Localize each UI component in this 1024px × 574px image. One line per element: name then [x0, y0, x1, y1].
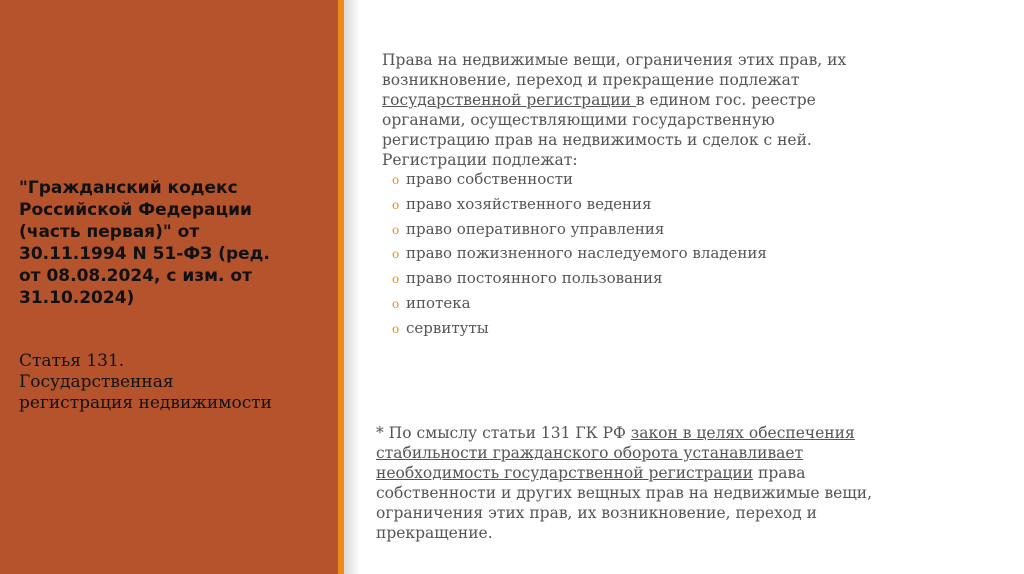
underlined-phrase: стабильности гражданского оборота устанавливает [376, 444, 804, 462]
list-item [392, 267, 952, 292]
law-title-line: "Гражданский кодекс [19, 178, 238, 198]
footnote-line: собственности и других вещных прав на недвижимые вещи, [376, 484, 873, 502]
law-title-line: Российской Федерации [19, 200, 252, 220]
paragraph-line: возникновение, переход и прекращение подлежат [382, 71, 800, 89]
footnote-text: * По смыслу статьи 131 ГК РФ [376, 424, 631, 442]
paragraph-line: Права на недвижимые вещи, ограничения этих прав, их [382, 51, 847, 69]
underlined-phrase: государственной регистрации [382, 91, 636, 109]
bullet-circle-icon: o [392, 222, 400, 237]
law-title-line: 30.11.1994 N 51-ФЗ (ред. [19, 244, 270, 264]
footnote-line: ограничения этих прав, их возникновение, переход и [376, 504, 817, 522]
divider-shadow [344, 0, 360, 574]
article-title [19, 351, 329, 414]
article-title-line: регистрация недвижимости [19, 393, 272, 413]
list-item-text: право постоянного пользования [406, 269, 663, 288]
list-item [392, 317, 952, 342]
list-item-text: право пожизненного наследуемого владения [406, 244, 767, 263]
bullet-circle-icon: o [392, 272, 400, 287]
article-title-line: Государственная [19, 372, 174, 392]
footnote-line: прекращение. [376, 524, 493, 542]
paragraph-text: в едином гос. реестре [635, 91, 816, 109]
law-title [19, 177, 324, 309]
list-item [392, 168, 952, 193]
list-item [392, 242, 952, 267]
footnote-text: права [753, 464, 806, 482]
list-item [392, 193, 952, 218]
bullet-circle-icon: o [392, 296, 400, 311]
law-title-line: от 08.08.2024, с изм. от [19, 266, 252, 286]
list-item-text: сервитуты [406, 318, 489, 337]
list-item-text: право хозяйственного ведения [406, 194, 652, 213]
law-title-line: 31.10.2024) [19, 288, 135, 308]
paragraph-line [382, 90, 982, 110]
underlined-phrase: необходимость государственной регистрации [376, 464, 754, 482]
footnote-paragraph [376, 423, 996, 543]
main-paragraph [382, 50, 982, 170]
footnote-line [376, 443, 996, 463]
paragraph-line: регистрацию прав на недвижимость и сделок с ней. [382, 131, 812, 149]
list-item [392, 292, 952, 317]
list-item-text: ипотека [406, 293, 471, 312]
bullet-circle-icon: o [392, 321, 400, 336]
bullet-circle-icon: o [392, 173, 400, 187]
article-title-line: Статья 131. [19, 351, 125, 371]
paragraph-line: органами, осуществляющими государственную [382, 111, 775, 129]
underlined-phrase: закон в целях обеспечения [630, 424, 855, 442]
law-title-line: (часть первая)" от [19, 222, 200, 242]
registration-list [392, 168, 952, 342]
list-item [392, 218, 952, 243]
footnote-line [376, 423, 996, 443]
bullet-circle-icon: o [392, 197, 400, 212]
paragraph-line: Регистрации подлежат: [382, 151, 578, 169]
footnote-line [376, 463, 996, 483]
bullet-circle-icon: o [392, 247, 400, 262]
list-item-text: право оперативного управления [406, 219, 665, 238]
list-item-text: право собственности [406, 170, 573, 188]
